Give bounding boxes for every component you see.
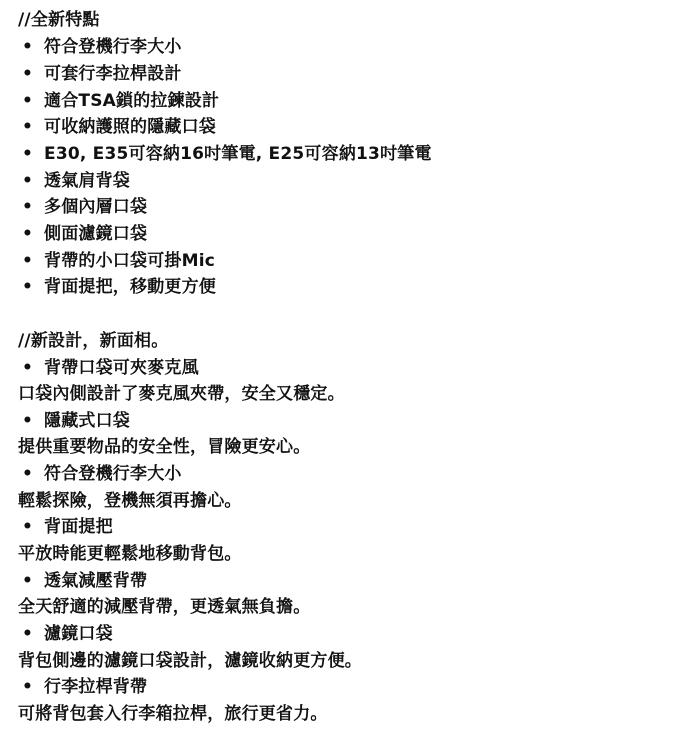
design-feature-title-text: 行李拉桿背帶 <box>44 677 148 697</box>
design-feature-title-text: 隱藏式口袋 <box>44 411 130 431</box>
design-feature-title-text: 符合登機行李大小 <box>44 464 182 484</box>
bullet-icon: • <box>22 277 34 297</box>
design-feature-title-text: 背面提把 <box>44 517 113 537</box>
feature-list-item <box>18 90 219 112</box>
feature-list-item <box>18 36 182 58</box>
feature-list-item <box>18 223 147 245</box>
design-feature-description: 口袋內側設計了麥克風夾帶，安全又穩定。 <box>18 384 345 404</box>
design-feature-title-text: 透氣減壓背帶 <box>44 571 148 591</box>
design-feature-description: 全天舒適的減壓背帶，更透氣無負擔。 <box>18 597 311 617</box>
feature-text: E30, E35可容納16吋筆電, E25可容納13吋筆電 <box>44 144 432 164</box>
bullet-icon: • <box>22 91 34 111</box>
feature-list-item <box>18 250 215 272</box>
bullet-icon: • <box>22 677 34 697</box>
feature-list-item <box>18 170 130 192</box>
feature-text: 背帶的小口袋可掛Mic <box>44 251 216 271</box>
bullet-icon: • <box>22 144 34 164</box>
design-feature-title <box>18 410 130 432</box>
feature-text: 背面提把，移動更方便 <box>44 277 216 297</box>
design-feature-title <box>18 463 182 485</box>
feature-text: 可收納護照的隱藏口袋 <box>44 117 216 137</box>
bullet-icon: • <box>22 624 34 644</box>
feature-text: 符合登機行李大小 <box>44 37 182 57</box>
design-feature-description: 提供重要物品的安全性，冒險更安心。 <box>18 437 311 457</box>
bullet-icon: • <box>22 197 34 217</box>
feature-text: 側面濾鏡口袋 <box>44 224 148 244</box>
bullet-icon: • <box>22 64 34 84</box>
bullet-icon: • <box>22 117 34 137</box>
bullet-icon: • <box>22 251 34 271</box>
design-feature-title <box>18 357 199 379</box>
feature-list-item <box>18 143 432 165</box>
bullet-icon: • <box>22 411 34 431</box>
feature-list-item <box>18 63 182 85</box>
feature-text: 可套行李拉桿設計 <box>44 64 182 84</box>
feature-list-item <box>18 276 216 298</box>
design-feature-description: 輕鬆探險，登機無須再擔心。 <box>18 491 242 511</box>
feature-text: 透氣肩背袋 <box>44 171 130 191</box>
section1-heading: //全新特點 <box>18 10 100 30</box>
bullet-icon: • <box>22 224 34 244</box>
bullet-icon: • <box>22 171 34 191</box>
feature-text: 多個內層口袋 <box>44 197 148 217</box>
section2-heading: //新設計，新面相。 <box>18 331 169 351</box>
design-feature-title-text: 背帶口袋可夾麥克風 <box>44 358 199 378</box>
feature-text: 適合TSA鎖的拉鍊設計 <box>44 91 220 111</box>
design-feature-title <box>18 570 147 592</box>
design-feature-description: 背包側邊的濾鏡口袋設計，濾鏡收納更方便。 <box>18 651 362 671</box>
design-feature-title-text: 濾鏡口袋 <box>44 624 113 644</box>
bullet-icon: • <box>22 517 34 537</box>
design-feature-title <box>18 676 147 698</box>
feature-list-item <box>18 116 216 138</box>
design-feature-title <box>18 516 113 538</box>
feature-list-item <box>18 196 147 218</box>
design-feature-description: 可將背包套入行李箱拉桿，旅行更省力。 <box>18 704 328 724</box>
bullet-icon: • <box>22 37 34 57</box>
design-feature-description: 平放時能更輕鬆地移動背包。 <box>18 544 242 564</box>
bullet-icon: • <box>22 464 34 484</box>
design-feature-title <box>18 623 113 645</box>
bullet-icon: • <box>22 358 34 378</box>
bullet-icon: • <box>22 571 34 591</box>
